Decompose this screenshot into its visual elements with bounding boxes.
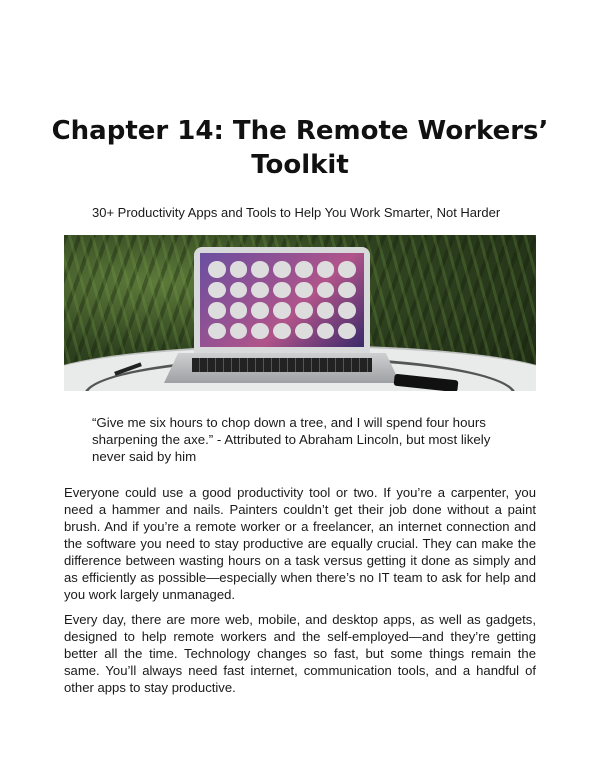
chapter-subtitle: 30+ Productivity Apps and Tools to Help You Work Smarter, Not Harder — [92, 205, 501, 220]
chapter-title: Chapter 14: The Remote Workers’ Toolkit — [51, 116, 549, 180]
laptop-screen — [194, 247, 370, 353]
body-paragraph: Everyone could use a good productivity tool or two. If you’re a carpenter, you need a hammer and nails. Painters couldn’t get their job done without a paint brush. And if you’re a remote worker or a freelancer, an internet connection and the software you need to stay productive are equally crucial. They can make the difference between wasting hours on a task versus getting it done as simply and as efficiently as possible—especially when there’s no IT team to ask for help and you work largely unmanaged. — [64, 485, 536, 602]
laptop-photo — [64, 235, 536, 391]
body-paragraph: Every day, there are more web, mobile, and desktop apps, as well as gadgets, designed to help remote workers and the self-employed—and they’re getting better all the time. Technology changes so fast, but some things remain the same. You’ll always need fast internet, communication tools, and a handful of other apps to stay productive. — [64, 612, 536, 695]
laptop-keyboard — [192, 358, 372, 372]
epigraph-quote: “Give me six hours to chop down a tree, and I will spend four hours sharpening the axe.” - Attributed to Abraham Lincoln, but most likely never said by him — [92, 415, 491, 464]
app-launcher-display — [200, 253, 364, 347]
